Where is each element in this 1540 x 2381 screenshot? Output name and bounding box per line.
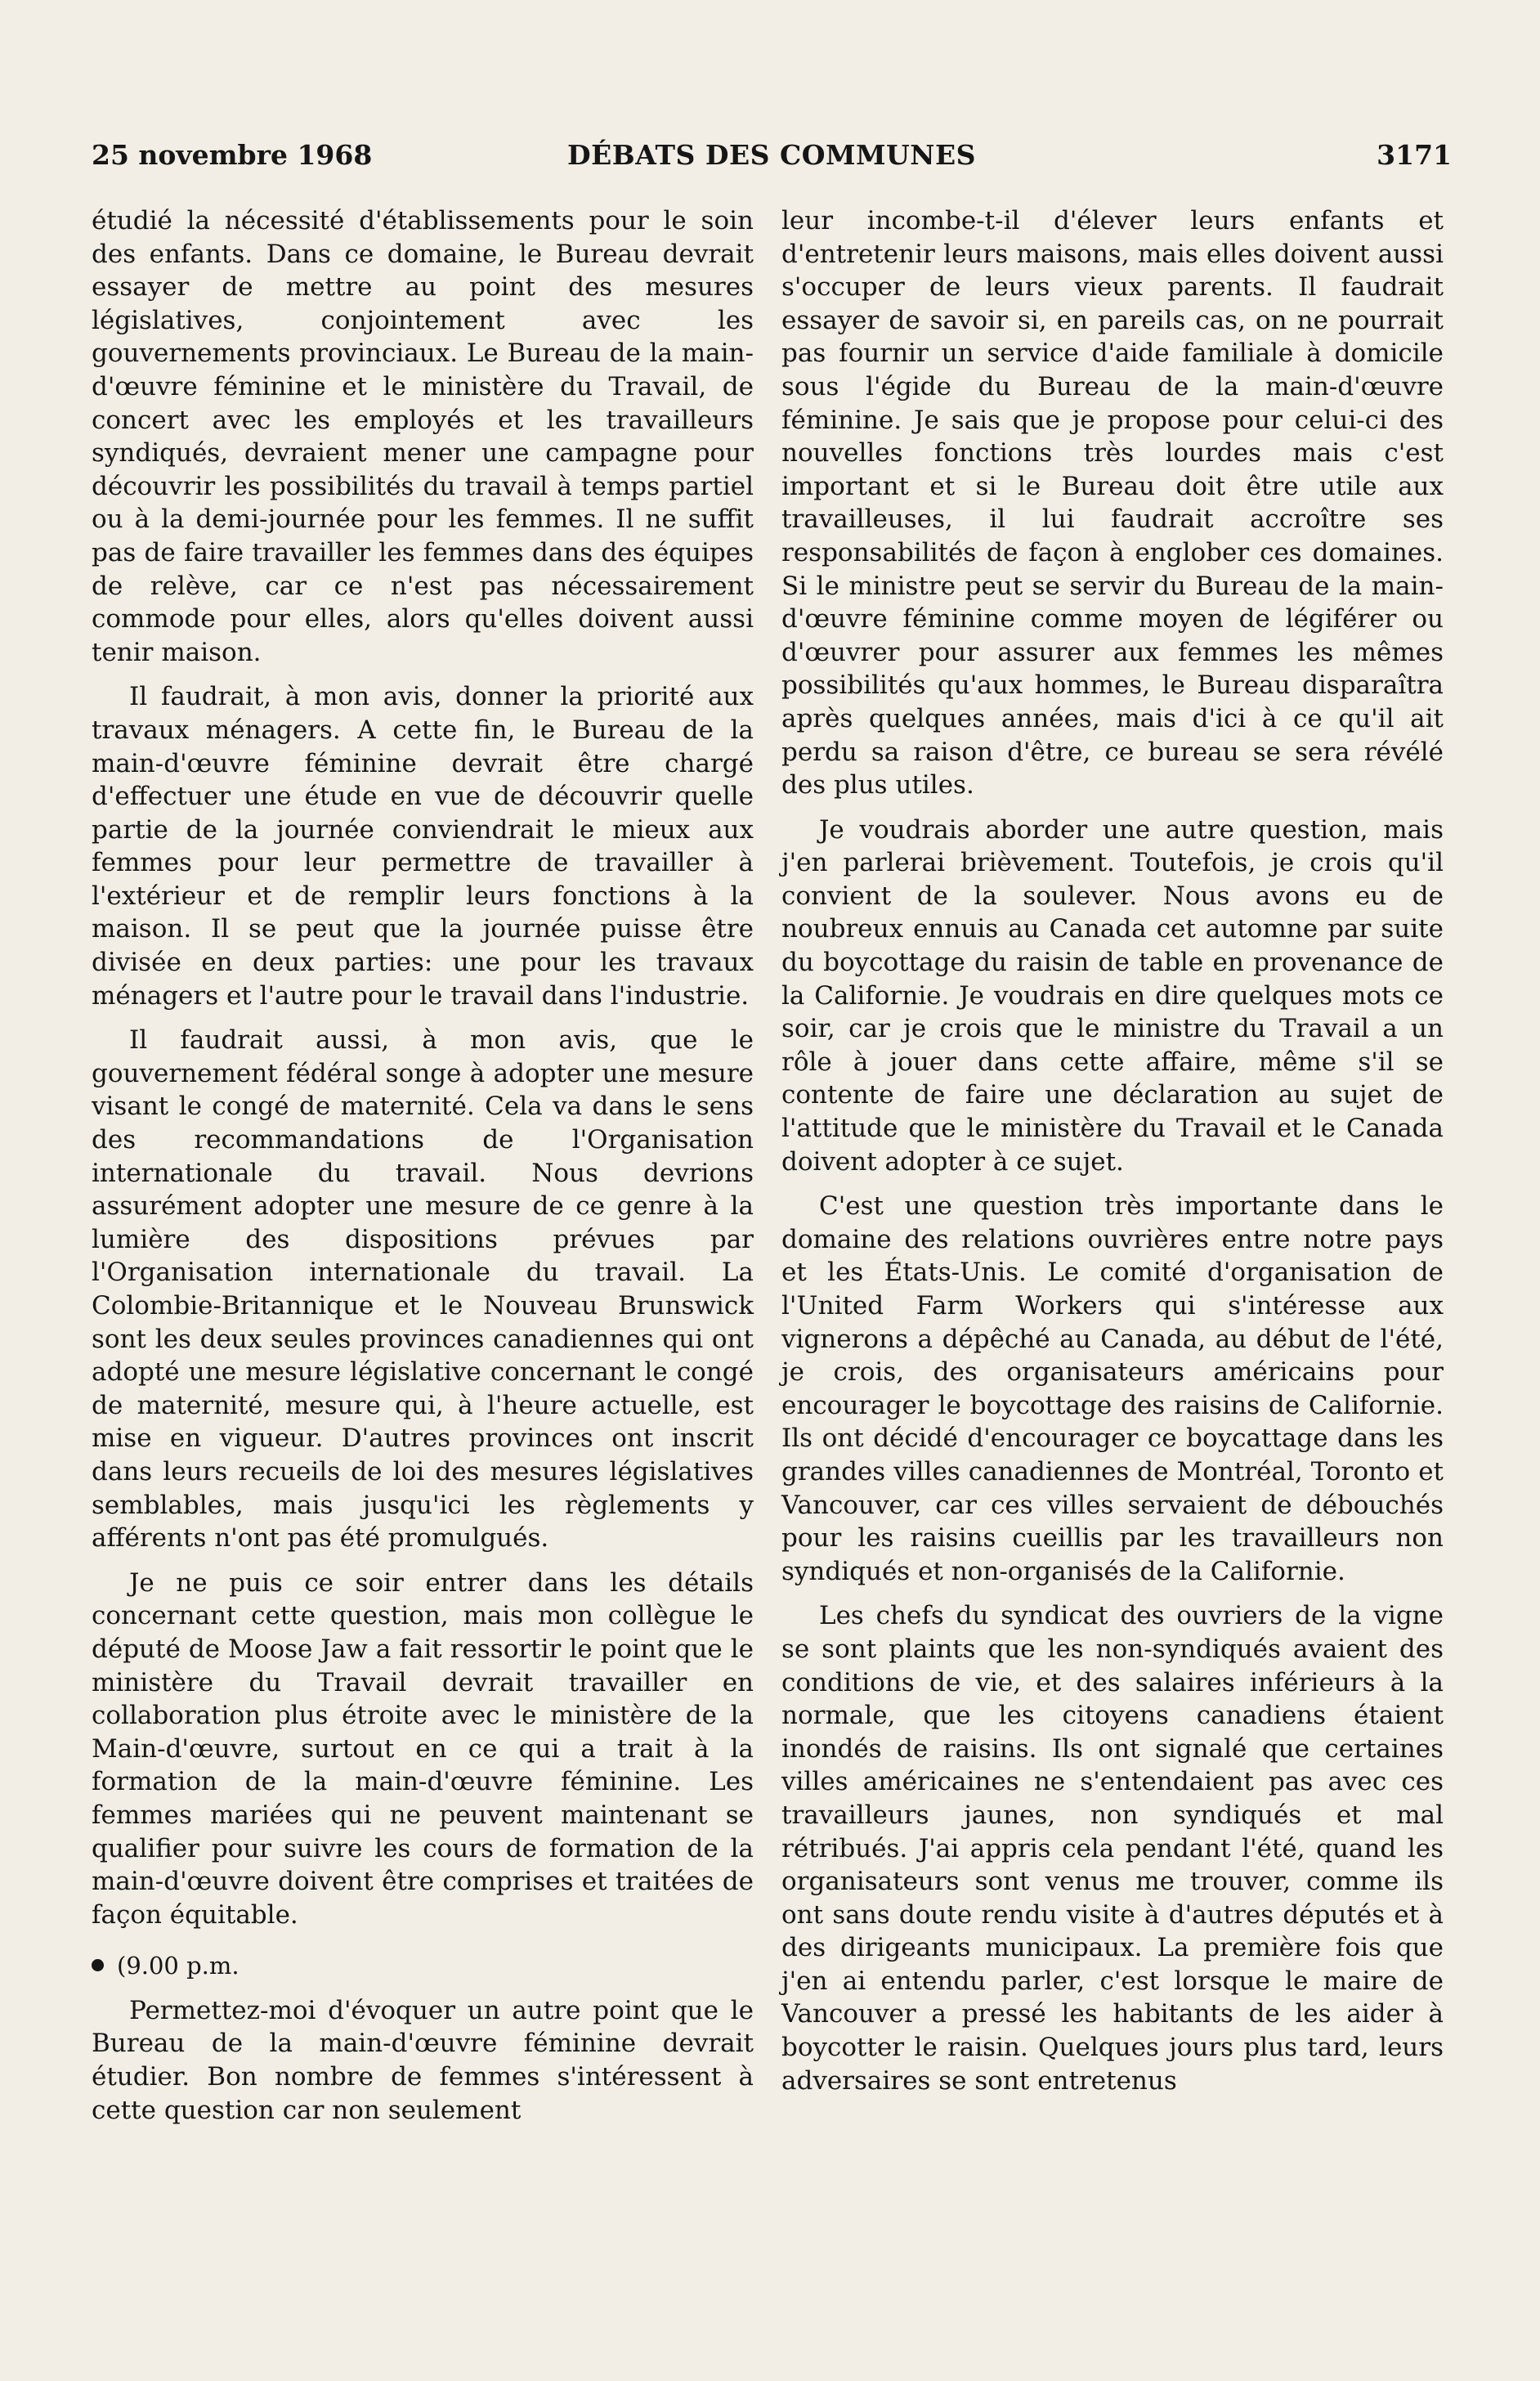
header-title: DÉBATS DES COMMUNES [567,139,976,171]
time-marker [92,1949,754,1983]
paragraph: Les chefs du syndicat des ouvriers de la vigne se sont plaints que les non-syndiqués avaient des conditions de vie, et des salaires inférieurs à la normale, que les citoyens canadiens étaient inondés de raisins. Ils ont signalé que certaines villes américaines ne s'entendaient pas avec ces travailleurs jaunes, non syndiqués et mal rétribués. J'ai appris cela pendant l'été, quand les organisateurs sont venus me trouver, comme ils ont sans doute rendu visite à d'autres députés et à des dirigeants municipaux. La première fois que j'en ai entendu parler, c'est lorsque le maire de Vancouver a pressé les habitants de les aider à boycotter le raisin. Quelques jours plus tard, leurs adversaires se sont entretenus [781,1601,1444,2096]
right-column [781,204,1444,2109]
paragraph: C'est une question très importante dans le domaine des relations ouvrières entre notre pays et les États-Unis. Le comité d'organisation de l'United Farm Workers qui s'intéresse aux vignerons a dépêché au Canada, au début de l'été, je crois, des organisateurs américains pour encourager le boycottage des raisins de Californie. Ils ont décidé d'encourager ce boycattage dans les grandes villes canadiennes de Montréal, Toronto et Vancouver, car ces villes servaient de débouchés pour les raisins cueillis par les travailleurs non syndiqués et non-organisés de la Californie. [781,1191,1444,1586]
paragraph: Permettez-moi d'évoquer un autre point que le Bureau de la main-d'œuvre féminine devrait étudier. Bon nombre de femmes s'intéressent à cette question car non seulement [92,1995,754,2125]
page-number: 3171 [1377,139,1452,171]
paragraph: Je ne puis ce soir entrer dans les détails concernant cette question, mais mon collègue le député de Moose Jaw a fait ressortir le point que le ministère du Travail devrait travailler en collaboration plus étroite avec le ministère de la Main-d'œuvre, surtout en ce qui a trait à la formation de la main-d'œuvre féminine. Les femmes mariées qui ne peuvent maintenant se qualifier pour suivre les cours de formation de la main-d'œuvre doivent être comprises et traitées de façon équitable. [92,1567,754,1930]
paragraph: étudié la nécessité d'établissements pour le soin des enfants. Dans ce domaine, le Bureau devrait essayer de mettre au point des mesures législatives, conjointement avec les gouvernements provinciaux. Le Bureau de la main-d'œuvre féminine et le ministère du Travail, de concert avec les employés et les travailleurs syndiqués, devraient mener une campagne pour découvrir les possibilités du travail à temps partiel ou à la demi-journée pour les femmes. Il ne suffit pas de faire travailler les femmes dans des équipes de relève, car ce n'est pas nécessairement commode pour elles, alors qu'elles doivent aussi tenir maison. [92,206,754,667]
header-date: 25 novembre 1968 [92,139,373,171]
bullet-icon [92,1959,104,1971]
paragraph: Il faudrait, à mon avis, donner la priorité aux travaux ménagers. A cette fin, le Bureau de la main-d'œuvre féminine devrait être chargé d'effectuer une étude en vue de découvrir quelle partie de la journée conviendrait le mieux aux femmes pour leur permettre de travailler à l'extérieur et de remplir leurs fonctions à la maison. Il se peut que la journée puisse être divisée en deux parties: une pour les travaux ménagers et l'autre pour le travail dans l'industrie. [92,682,754,1011]
page-header [92,139,1452,180]
paragraph: leur incombe-t-il d'élever leurs enfants et d'entretenir leurs maisons, mais elles doivent aussi s'occuper de leurs vieux parents. Il faudrait essayer de savoir si, en pareils cas, on ne pourrait pas fournir un service d'aide familiale à domicile sous l'égide du Bureau de la main-d'œuvre féminine. Je sais que je propose pour celui-ci des nouvelles fonctions très lourdes mais c'est important et si le Bureau doit être utile aux travailleuses, il lui faudrait accroître ses responsabilités de façon à englober ces domaines. Si le ministre peut se servir du Bureau de la main-d'œuvre féminine comme moyen de légiférer ou d'œuvrer pour assurer aux femmes les mêmes possibilités qu'aux hommes, le Bureau disparaîtra après quelques années, mais d'ici à ce qu'il ait perdu sa raison d'être, ce bureau se sera révélé des plus utiles. [781,206,1444,800]
paragraph: Il faudrait aussi, à mon avis, que le gouvernement fédéral songe à adopter une mesure visant le congé de maternité. Cela va dans le sens des recommandations de l'Organisation internationale du travail. Nous devrions assurément adopter une mesure de ce genre à la lumière des dispositions prévues par l'Organisation internationale du travail. La Colombie-Britannique et le Nouveau Brunswick sont les deux seules provinces canadiennes qui ont adopté une mesure législative concernant le congé de maternité, mesure qui, à l'heure actuelle, est mise en vigueur. D'autres provinces ont inscrit dans leurs recueils de loi des mesures législatives semblables, mais jusqu'ici les règlements y afférents n'ont pas été promulgués. [92,1025,754,1554]
paragraph: Je voudrais aborder une autre question, mais j'en parlerai brièvement. Toutefois, je crois qu'il convient de la soulever. Nous avons eu de noubreux ennuis au Canada cet automne par suite du boycottage du raisin de table en provenance de la Californie. Je voudrais en dire quelques mots ce soir, car je crois que le ministre du Travail a un rôle à jouer dans cette affaire, même s'il se contente de faire une déclaration au sujet de l'attitude que le ministère du Travail et le Canada doivent adopter à ce sujet. [781,814,1444,1177]
left-column [92,204,754,2138]
time-marker-text: (9.00 p.m. [117,1952,240,1980]
